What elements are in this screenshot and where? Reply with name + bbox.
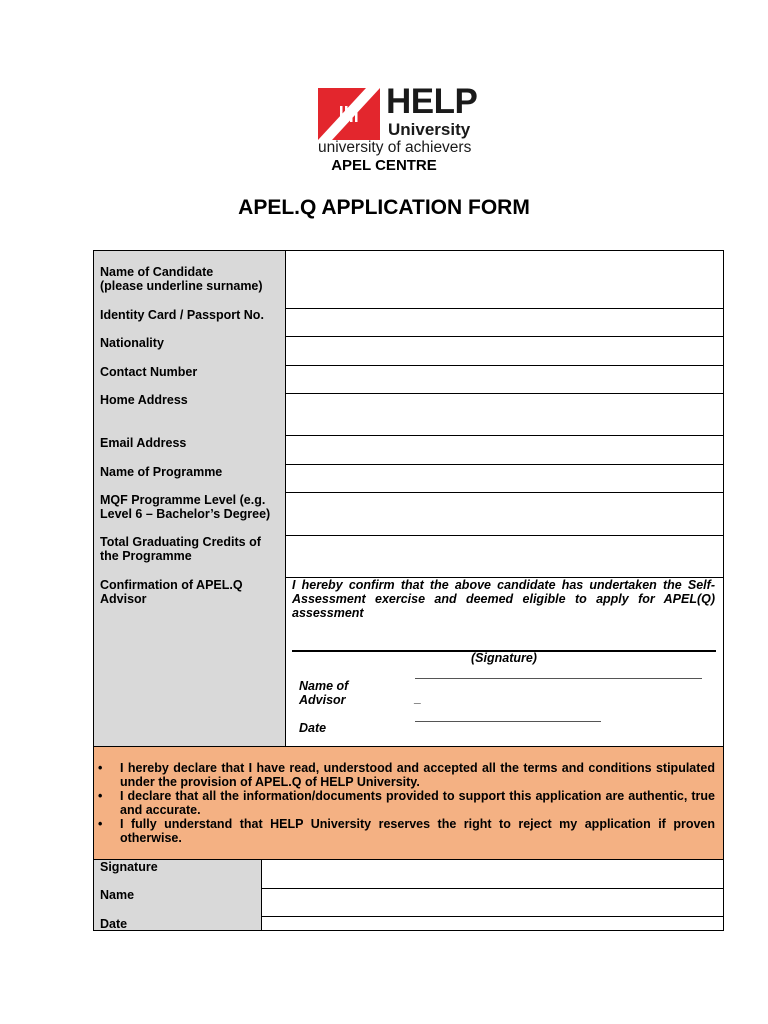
logo-word: HELP bbox=[386, 82, 478, 121]
advisor-name-label: Name of Advisor bbox=[299, 679, 349, 707]
label-date: Date bbox=[100, 917, 128, 931]
declaration-item: • I declare that all the information/documents provided to support this application are authentic, true and accurate. bbox=[98, 789, 715, 817]
programme-name-field[interactable] bbox=[286, 465, 723, 492]
contact-number-field[interactable] bbox=[286, 366, 723, 393]
advisor-name-field[interactable] bbox=[415, 677, 702, 679]
declaration-item: • I fully understand that HELP University reserves the right to reject my application if proven otherwise. bbox=[98, 817, 715, 845]
label-nationality: Nationality bbox=[100, 336, 164, 350]
home-address-field[interactable] bbox=[286, 394, 723, 435]
applicant-signature-field[interactable] bbox=[262, 861, 723, 888]
id-passport-field[interactable] bbox=[286, 309, 723, 336]
total-credits-field[interactable] bbox=[286, 536, 723, 577]
declaration-box bbox=[94, 746, 723, 860]
email-address-field[interactable] bbox=[286, 436, 723, 464]
label-programme-name: Name of Programme bbox=[100, 465, 223, 479]
logo-tagline: university of achievers bbox=[318, 139, 472, 156]
label-candidate-name: Name of Candidate (please underline surname) bbox=[100, 265, 263, 293]
label-name: Name bbox=[100, 888, 135, 902]
label-contact-number: Contact Number bbox=[100, 365, 198, 379]
label-signature: Signature bbox=[100, 860, 158, 874]
nationality-field[interactable] bbox=[286, 337, 723, 365]
form-title: APEL.Q APPLICATION FORM bbox=[238, 196, 530, 219]
advisor-date-field[interactable] bbox=[415, 720, 601, 722]
advisor-confirmation-statement: I hereby confirm that the above candidate has undertaken the Self-Assessment exercise and deemed eligible to apply for APEL(Q) assessment bbox=[292, 578, 715, 620]
centre-name: APEL CENTRE bbox=[331, 157, 437, 174]
mqf-level-field[interactable] bbox=[286, 493, 723, 535]
label-email-address: Email Address bbox=[100, 436, 187, 450]
advisor-name-blank: _ bbox=[414, 691, 421, 705]
signature-caption: (Signature) bbox=[471, 651, 537, 665]
label-id-passport: Identity Card / Passport No. bbox=[100, 308, 264, 322]
applicant-name-field[interactable] bbox=[262, 889, 723, 916]
label-total-credits: Total Graduating Credits of the Programme bbox=[100, 535, 261, 563]
label-advisor-confirmation: Confirmation of APEL.Q Advisor bbox=[100, 578, 243, 606]
label-home-address: Home Address bbox=[100, 393, 188, 407]
advisor-date-label: Date bbox=[299, 721, 327, 735]
candidate-name-field[interactable] bbox=[286, 251, 723, 308]
logo-university: University bbox=[388, 120, 471, 139]
application-form-table bbox=[93, 250, 724, 931]
applicant-date-field[interactable] bbox=[262, 917, 723, 930]
declaration-item: • I hereby declare that I have read, understood and accepted all the terms and conditions stipulated under the provision of APEL.Q of HELP University. bbox=[98, 761, 715, 789]
help-logo-mark-icon bbox=[318, 88, 380, 140]
label-mqf-level: MQF Programme Level (e.g. Level 6 – Bachelor’s Degree) bbox=[100, 493, 271, 521]
help-university-logo bbox=[318, 82, 498, 158]
